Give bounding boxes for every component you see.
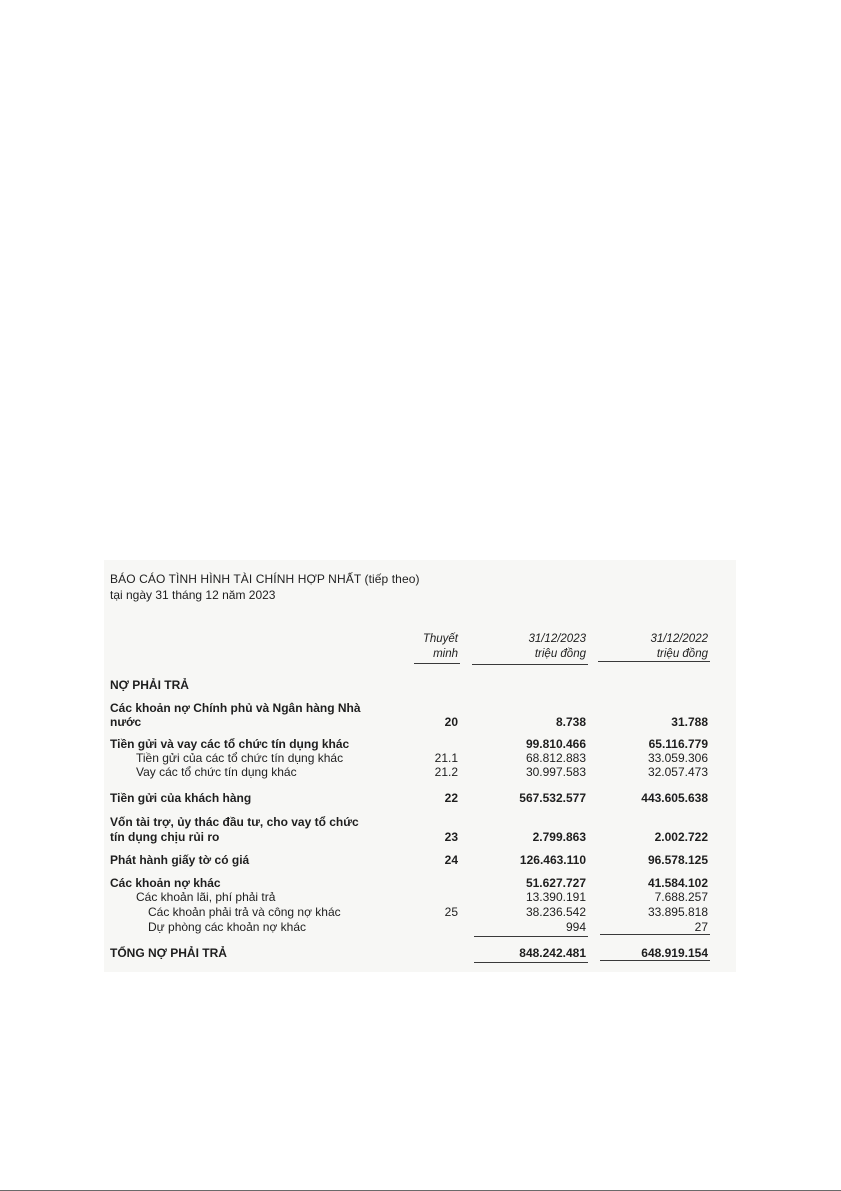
row-label: Phát hành giấy tờ có giá [110, 853, 250, 867]
header-rule-note [414, 663, 460, 664]
row-label: Dự phòng các khoản nợ khác [148, 920, 306, 934]
report-date: tại ngày 31 tháng 12 năm 2023 [110, 588, 276, 602]
row-value-2022: 32.057.473 [647, 765, 708, 779]
report-title: BÁO CÁO TÌNH HÌNH TÀI CHÍNH HỢP NHẤT (tiếp theo) [110, 572, 420, 586]
row-note: 23 [444, 830, 458, 844]
row-value-2023: 8.738 [555, 715, 586, 729]
total-value-2022: 648.919.154 [641, 946, 708, 960]
row-note: 24 [444, 853, 458, 867]
row-value-2022: 2.002.722 [654, 830, 708, 844]
row-note: 22 [444, 791, 458, 805]
column-header-note-line1: Thuyết [422, 633, 458, 645]
header-rule-2022 [598, 661, 710, 662]
row-value-2023: 2.799.863 [532, 830, 586, 844]
row-label: Vay các tổ chức tín dụng khác [136, 765, 297, 779]
row-value-2023: 38.236.542 [525, 905, 586, 919]
row-value-2022: 7.688.257 [654, 890, 708, 904]
row-value-2022: 33.059.306 [647, 751, 708, 765]
total-label: TỔNG NỢ PHẢI TRẢ [110, 946, 227, 960]
row-note: 21.2 [434, 765, 458, 779]
row-value-2023: 51.627.727 [525, 876, 586, 890]
column-header-2023-unit: triệu đồng [534, 648, 586, 660]
row-value-2022: 41.584.102 [647, 876, 708, 890]
column-header-note [400, 632, 458, 662]
row-value-2022: 31.788 [671, 715, 708, 729]
row-note: 25 [444, 905, 458, 919]
subtotal-rule-2023 [474, 936, 588, 937]
column-header-2023 [470, 632, 586, 662]
row-value-2023: 13.390.191 [525, 890, 586, 904]
column-header-2022-unit: triệu đồng [656, 648, 708, 660]
row-label: Tiền gửi và vay các tổ chức tín dụng khác [110, 737, 350, 751]
row-value-2022: 33.895.818 [647, 905, 708, 919]
row-value-2022: 65.116.779 [648, 737, 708, 751]
total-rule-2023-a [474, 962, 588, 963]
row-note: 20 [444, 715, 458, 729]
row-value-2022: 27 [694, 920, 708, 934]
section-heading: NỢ PHẢI TRẢ [110, 678, 189, 692]
row-label: Tiền gửi của khách hàng [110, 791, 252, 805]
row-label: Tiền gửi của các tổ chức tín dụng khác [136, 751, 344, 765]
row-value-2023: 567.532.577 [519, 791, 586, 805]
row-label: Vốn tài trợ, ủy thác đầu tư, cho vay tổ chức [110, 815, 359, 829]
total-value-2023: 848.242.481 [519, 946, 586, 960]
column-header-2023-date: 31/12/2023 [528, 633, 586, 645]
row-label: Các khoản nợ khác [110, 876, 221, 890]
row-value-2023: 994 [565, 920, 586, 934]
header-rule-2023 [472, 664, 588, 665]
row-value-2023: 30.997.583 [525, 765, 586, 779]
column-header-2022-date: 31/12/2022 [650, 633, 708, 645]
row-label: Các khoản phải trả và công nợ khác [148, 905, 341, 919]
column-header-2022 [598, 632, 708, 662]
row-label: Các khoản lãi, phí phải trả [136, 890, 276, 904]
row-label: Các khoản nợ Chính phủ và Ngân hàng Nhà [110, 701, 361, 715]
row-value-2023: 68.812.883 [525, 751, 586, 765]
row-label-continued: nước [110, 715, 142, 729]
row-value-2022: 96.578.125 [647, 853, 708, 867]
subtotal-rule-2022 [600, 934, 710, 935]
row-value-2023: 99.810.466 [525, 737, 586, 751]
row-value-2023: 126.463.110 [519, 853, 586, 867]
row-note: 21.1 [434, 751, 458, 765]
row-value-2022: 443.605.638 [641, 791, 708, 805]
total-rule-2022-a [600, 960, 710, 961]
row-label-continued: tín dụng chịu rủi ro [110, 830, 220, 844]
column-header-note-line2: minh [433, 648, 458, 660]
